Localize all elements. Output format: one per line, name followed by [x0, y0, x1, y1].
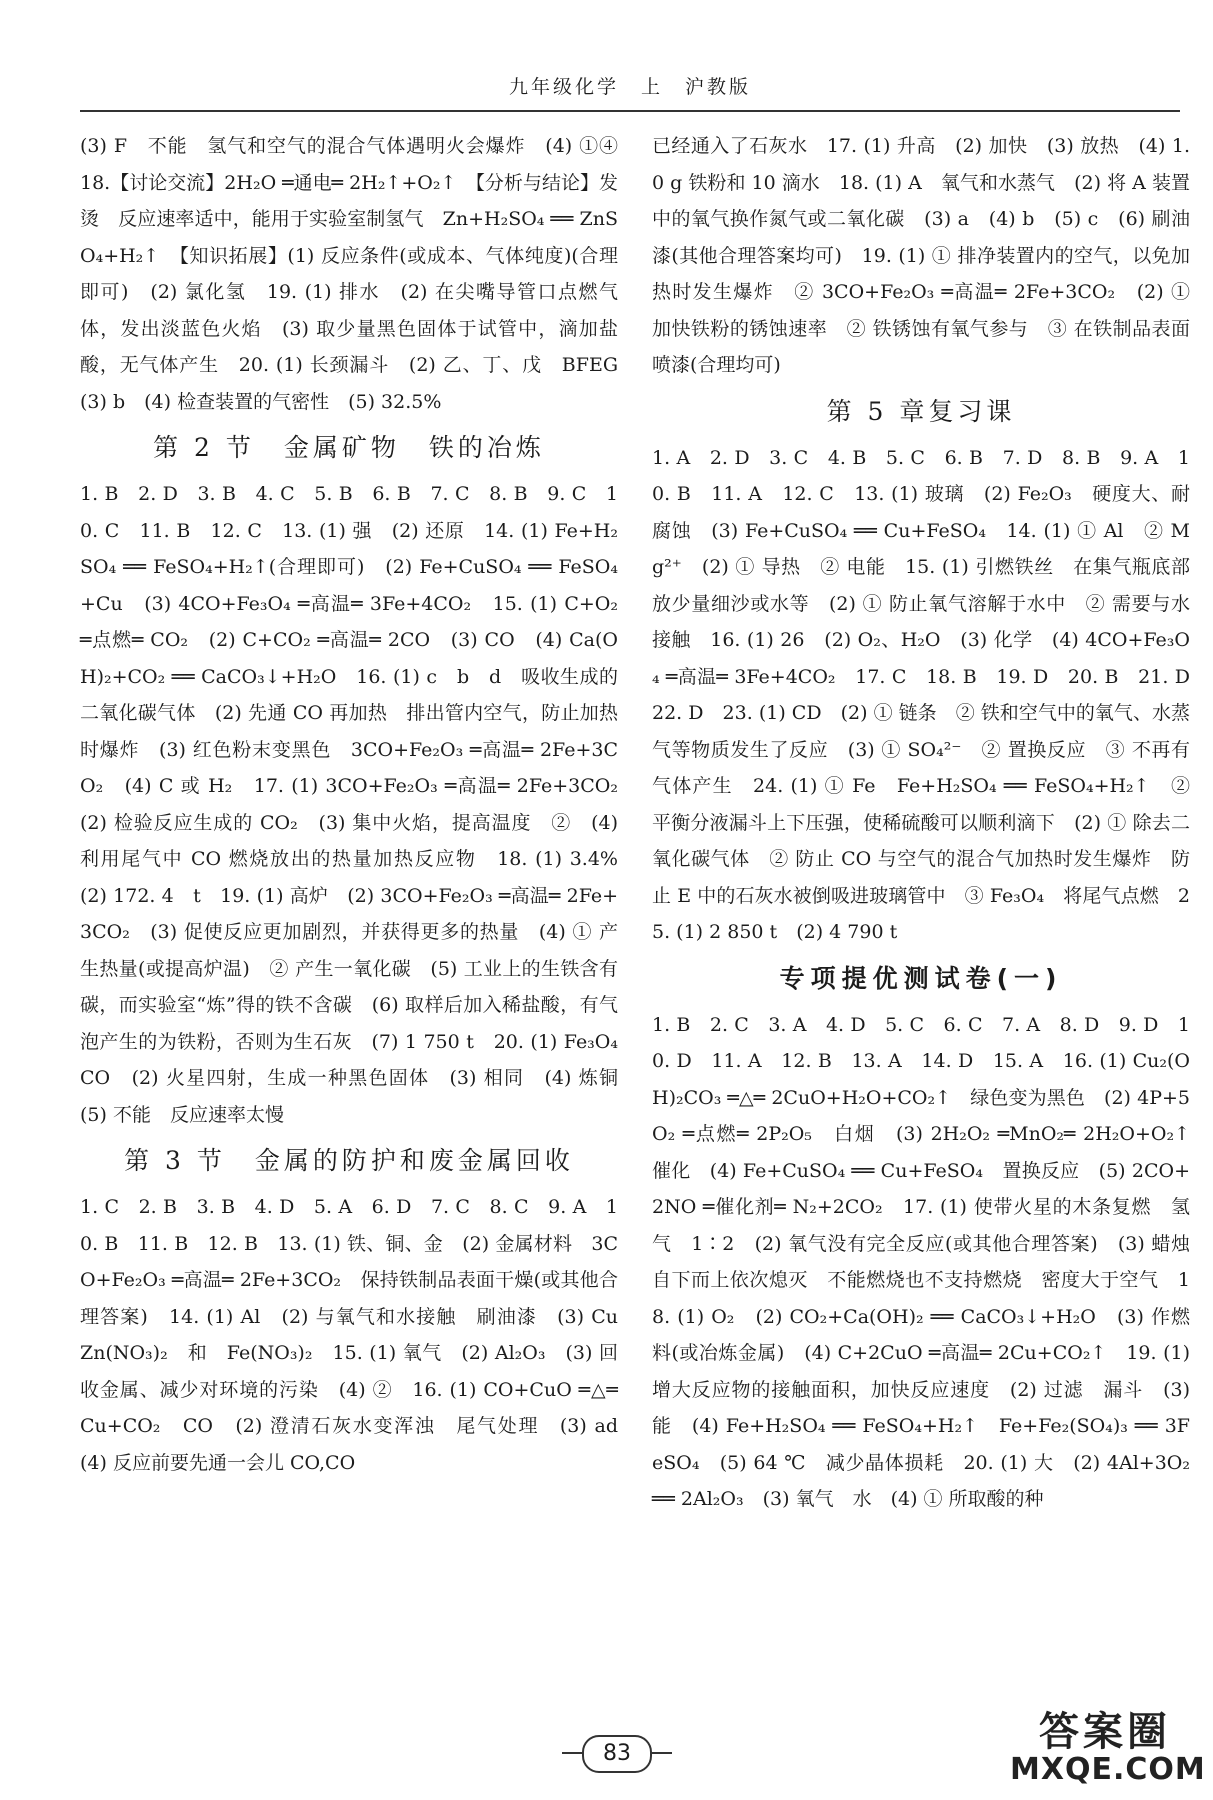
- watermark-logo: 答案圈: [1039, 1709, 1171, 1755]
- header-divider: [80, 110, 1180, 112]
- section-heading-2: 第 2 节 金属矿物 铁的冶炼: [153, 433, 545, 462]
- watermark-url: MXQE.COM: [1010, 1752, 1206, 1787]
- page-number: 83: [582, 1735, 652, 1773]
- special-test-heading: 专项提优测试卷(一): [779, 963, 1063, 993]
- answer-paragraph-continued: (3) F 不能 氢气和空气的混合气体遇明火会爆炸 (4) ①④ 18.【讨论交流】2H₂O ═通电═ 2H₂↑+O₂↑ 【分析与结论】发烫 反应速率适中，能用于实验室制氢气 Zn+H₂SO₄ ══ ZnSO₄+H₂↑ 【知识拓展】(1) 反应条件(或成本、气体纯度)(合理即可) (2) 氯化氢 19. (1) 排水 (2) 在尖嘴导管口点燃气体，发出淡蓝色火焰 (3) 取少量黑色固体于试管中，滴加盐酸，无气体产生 20. (1) 长颈漏斗 (2) 乙、丁、戊 BFEG (3) b (4) 检查装置的气密性 (5) 32.5%: [80, 135, 638, 413]
- answer-paragraph-continued-right: 已经通入了石灰水 17. (1) 升高 (2) 加快 (3) 放热 (4) 1.0 g 铁粉和 10 滴水 18. (1) A 氧气和水蒸气 (2) 将 A 装置中的氧气换作氮气或二氧化碳 (3) a (4) b (5) c (6) 刷油漆(其他合理答案均可) 19. (1) ① 排净装置内的空气，以免加热时发生爆炸 ② 3CO+Fe₂O₃ ═高温═ 2Fe+3CO₂ (2) ① 加快铁粉的锈蚀速率 ② 铁锈蚀有氧气参与 ③ 在铁制品表面喷漆(合理均可): [652, 135, 1190, 376]
- section-heading-3: 第 3 节 金属的防护和废金属回收: [124, 1146, 574, 1175]
- running-header: 九年级化学 上 沪教版: [508, 76, 751, 98]
- site-watermark: [1010, 1700, 1206, 1792]
- right-column: [652, 128, 1210, 1518]
- chapter-review-heading: 第 5 章复习课: [826, 396, 1016, 426]
- answer-paragraph-review: 1. A 2. D 3. C 4. B 5. C 6. B 7. D 8. B 9. A 10. B 11. A 12. C 13. (1) 玻璃 (2) Fe₂O₃ 硬度大、耐腐蚀 (3) Fe+CuSO₄ ══ Cu+FeSO₄ 14. (1) ① Al ② Mg²⁺ (2) ① 导热 ② 电能 15. (1) 引燃铁丝 在集气瓶底部放少量细沙或水等 (2) ① 防止氧气溶解于水中 ② 需要与水接触 16. (1) 26 (2) O₂、H₂O (3) 化学 (4) 4CO+Fe₃O₄ ═高温═ 3Fe+4CO₂ 17. C 18. B 19. D 20. B 21. D 22. D 23. (1) CD (2) ① 链条 ② 铁和空气中的氧气、水蒸气等物质发生了反应 (3) ① SO₄²⁻ ② 置换反应 ③ 不再有气体产生 24. (1) ① Fe Fe+H₂SO₄ ══ FeSO₄+H₂↑ ② 平衡分液漏斗上下压强，使稀硫酸可以顺利滴下 (2) ① 除去二氧化碳气体 ② 防止 CO 与空气的混合气加热时发生爆炸 防止 E 中的石灰水被倒吸进玻璃管中 ③ Fe₃O₄ 将尾气点燃 25. (1) 2 850 t (2) 4 790 t: [652, 446, 1210, 943]
- answer-paragraph-section-2: 1. B 2. D 3. B 4. C 5. B 6. B 7. C 8. B 9. C 10. C 11. B 12. C 13. (1) 强 (2) 还原 14. (1) Fe+H₂SO₄ ══ FeSO₄+H₂↑(合理即可) (2) Fe+CuSO₄ ══ FeSO₄+Cu (3) 4CO+Fe₃O₄ ═高温═ 3Fe+4CO₂ 15. (1) C+O₂ ═点燃═ CO₂ (2) C+CO₂ ═高温═ 2CO (3) CO (4) Ca(OH)₂+CO₂ ══ CaCO₃↓+H₂O 16. (1) c b d 吸收生成的二氧化碳气体 (2) 先通 CO 再加热 排出管内空气，防止加热时爆炸 (3) 红色粉末变黑色 3CO+Fe₂O₃ ═高温═ 2Fe+3CO₂ (4) C 或 H₂ 17. (1) 3CO+Fe₂O₃ ═高温═ 2Fe+3CO₂ (2) 检验反应生成的 CO₂ (3) 集中火焰，提高温度 ② (4) 利用尾气中 CO 燃烧放出的热量加热反应物 18. (1) 3.4% (2) 172. 4 t 19. (1) 高炉 (2) 3CO+Fe₂O₃ ═高温═ 2Fe+3CO₂ (3) 促使反应更加剧烈，并获得更多的热量 (4) ① 产生热量(或提高炉温) ② 产生一氧化碳 (5) 工业上的生铁含有碳，而实验室“炼”得的铁不含碳 (6) 取样后加入稀盐酸，有气泡产生的为铁粉，否则为生石灰 (7) 1 750 t 20. (1) Fe₃O₄ CO (2) 火星四射，生成一种黑色固体 (3) 相同 (4) 炼铜 (5) 不能 反应速率太慢: [80, 483, 638, 1126]
- answer-paragraph-test: 1. B 2. C 3. A 4. D 5. C 6. C 7. A 8. D 9. D 10. D 11. A 12. B 13. A 14. D 15. A 16. (1) Cu₂(OH)₂CO₃ ═△═ 2CuO+H₂O+CO₂↑ 绿色变为黑色 (2) 4P+5O₂ ═点燃═ 2P₂O₅ 白烟 (3) 2H₂O₂ ═MnO₂═ 2H₂O+O₂↑ 催化 (4) Fe+CuSO₄ ══ Cu+FeSO₄ 置换反应 (5) 2CO+2NO ═催化剂═ N₂+2CO₂ 17. (1) 使带火星的木条复燃 氢气 1∶2 (2) 氧气没有完全反应(或其他合理答案) (3) 蜡烛自下而上依次熄灭 不能燃烧也不支持燃烧 密度大于空气 18. (1) O₂ (2) CO₂+Ca(OH)₂ ══ CaCO₃↓+H₂O (3) 作燃料(或冶炼金属) (4) C+2CuO ═高温═ 2Cu+CO₂↑ 19. (1) 增大反应物的接触面积，加快反应速度 (2) 过滤 漏斗 (3) 能 (4) Fe+H₂SO₄ ══ FeSO₄+H₂↑ Fe+Fe₂(SO₄)₃ ══ 3FeSO₄ (5) 64 ℃ 减少晶体损耗 20. (1) 大 (2) 4Al+3O₂ ══ 2Al₂O₃ (3) 氧气 水 (4) ① 所取酸的种: [652, 1013, 1210, 1510]
- answer-paragraph-section-3: 1. C 2. B 3. B 4. D 5. A 6. D 7. C 8. C 9. A 10. B 11. B 12. B 13. (1) 铁、铜、金 (2) 金属材料 3CO+Fe₂O₃ ═高温═ 2Fe+3CO₂ 保持铁制品表面干燥(或其他合理答案) 14. (1) Al (2) 与氧气和水接触 刷油漆 (3) Cu Zn(NO₃)₂ 和 Fe(NO₃)₂ 15. (1) 氧气 (2) Al₂O₃ (3) 回收金属、减少对环境的污染 (4) ② 16. (1) CO+CuO ═△═ Cu+CO₂ CO (2) 澄清石灰水变浑浊 尾气处理 (3) ad (4) 反应前要先通一会儿 CO,CO: [80, 1196, 638, 1474]
- left-column: [80, 128, 638, 1481]
